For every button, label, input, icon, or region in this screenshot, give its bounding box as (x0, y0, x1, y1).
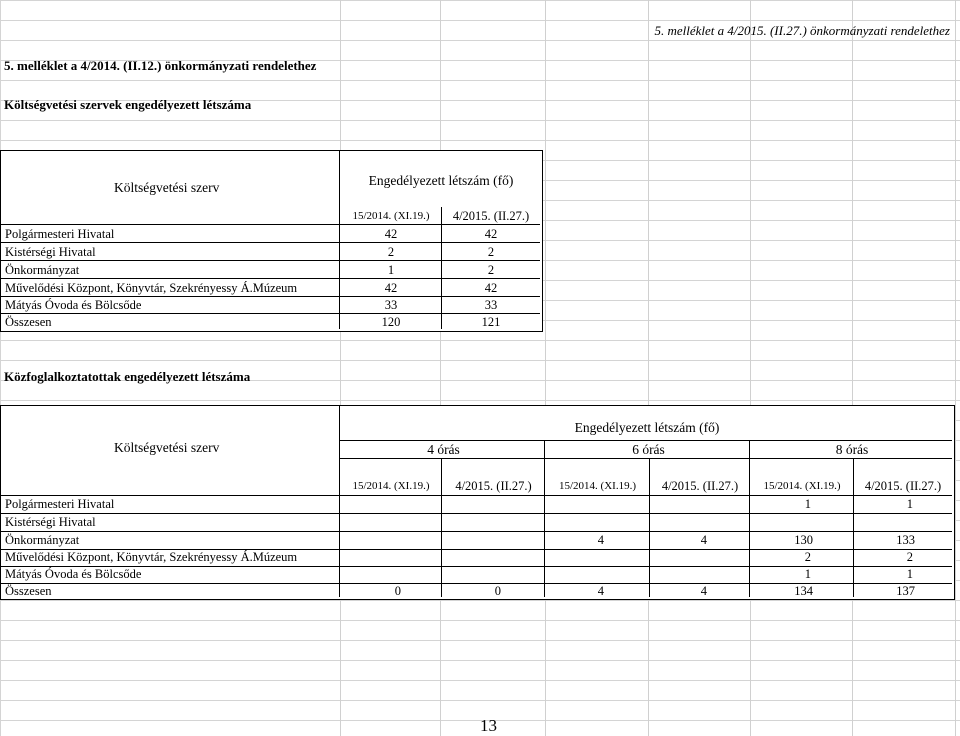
s2-val: 134 (794, 584, 813, 598)
s1-row-v2: 2 (487, 245, 495, 259)
s1-row-v2: 121 (481, 315, 501, 329)
s1-row-v1: 1 (387, 263, 395, 277)
section1-table (0, 150, 543, 332)
s2-val: 4 (700, 533, 707, 547)
s2-row-name: Összesen (5, 584, 52, 598)
s1-row-name: Művelődési Központ, Könyvtár, Szekrényessy Á.Múzeum (5, 281, 298, 295)
s2-val: 133 (896, 533, 915, 547)
s1-row-name: Összesen (5, 315, 52, 329)
section1-col-header: Költségvetési szerv (114, 180, 220, 195)
section2-col-header: Költségvetési szerv (114, 440, 220, 455)
s2-val: 1 (906, 567, 913, 581)
s2-val: 2 (906, 550, 913, 564)
s2-row-name: Mátyás Óvoda és Bölcsőde (5, 567, 142, 581)
s2-date: 15/2014. (XI.19.) (763, 480, 841, 492)
s2-date: 15/2014. (XI.19.) (352, 480, 430, 492)
header-left: 5. melléklet a 4/2014. (II.12.) önkormányzati rendelethez (4, 58, 317, 73)
s1-row-v1: 42 (384, 227, 398, 241)
page-number: 13 (480, 716, 497, 735)
s1-row-v2: 42 (484, 281, 498, 295)
s2-val: 4 (597, 584, 604, 598)
s1-row-v2: 42 (484, 227, 498, 241)
s2-date: 4/2015. (II.27.) (661, 479, 739, 493)
s2-val: 1 (804, 567, 811, 581)
section2-title: Közfoglalkoztatottak engedélyezett létszáma (4, 369, 251, 384)
s2-val: 0 (494, 584, 501, 598)
s2-val: 2 (804, 550, 811, 564)
s1-row-v1: 120 (381, 315, 401, 329)
section2-sub-8h: 8 órás (835, 442, 869, 457)
s2-date: 4/2015. (II.27.) (864, 479, 942, 493)
s1-row-name: Mátyás Óvoda és Bölcsőde (5, 298, 142, 312)
section1-group-header: Engedélyezett létszám (fő) (368, 173, 514, 188)
s2-val: 4 (597, 533, 604, 547)
section2-table (0, 405, 955, 600)
s1-row-v2: 2 (487, 263, 495, 277)
header-right: 5. melléklet a 4/2015. (II.27.) önkormányzati rendelethez (654, 23, 950, 38)
s1-row-v1: 33 (384, 298, 398, 312)
s2-date: 15/2014. (XI.19.) (559, 480, 636, 492)
s2-val: 0 (394, 584, 401, 598)
s2-val: 130 (794, 533, 813, 547)
s2-val: 137 (896, 584, 915, 598)
s2-val: 1 (906, 497, 913, 511)
section1-title: Költségvetési szervek engedélyezett létszáma (4, 97, 252, 112)
s2-row-name: Polgármesteri Hivatal (5, 497, 115, 511)
s1-row-name: Önkormányzat (5, 263, 80, 277)
section2-group-header: Engedélyezett létszám (fő) (574, 420, 720, 435)
s2-row-name: Kistérségi Hivatal (5, 515, 96, 529)
section2-sub-6h: 6 órás (632, 442, 665, 457)
section1-date1: 15/2014. (XI.19.) (352, 210, 430, 222)
s2-date: 4/2015. (II.27.) (455, 479, 532, 493)
s2-val: 1 (804, 497, 811, 511)
s1-row-name: Polgármesteri Hivatal (5, 227, 115, 241)
s1-row-v2: 33 (484, 298, 498, 312)
s1-row-name: Kistérségi Hivatal (5, 245, 96, 259)
section1-date2: 4/2015. (II.27.) (452, 209, 530, 223)
s1-row-v1: 2 (387, 245, 395, 259)
s2-val: 4 (700, 584, 707, 598)
s2-row-name: Művelődési Központ, Könyvtár, Szekrényessy Á.Múzeum (5, 550, 298, 564)
section2-sub-4h: 4 órás (427, 442, 460, 457)
s1-row-v1: 42 (384, 281, 398, 295)
s2-row-name: Önkormányzat (5, 533, 80, 547)
